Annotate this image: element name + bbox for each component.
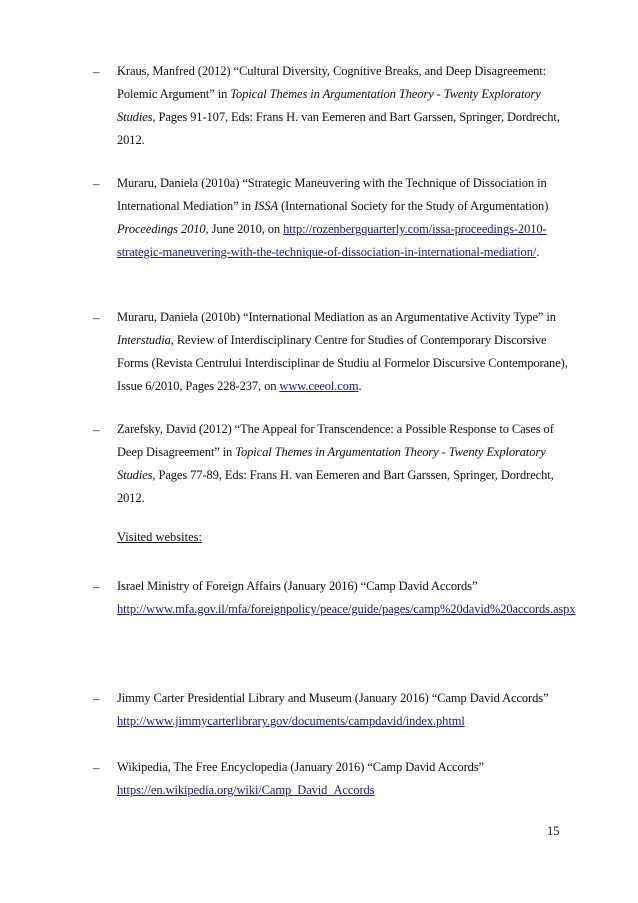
dash-marker: – <box>93 310 100 325</box>
dash-marker: – <box>93 176 100 191</box>
reference-link[interactable]: www.ceeol.com <box>279 379 359 393</box>
reference-text <box>117 418 573 510</box>
website-text <box>117 687 573 733</box>
reference-link[interactable]: http://www.mfa.gov.il/mfa/foreignpolicy/peace/guide/pages/camp%20david%20accords.aspx <box>117 602 576 616</box>
reference-text-run: , June 2010, on <box>205 222 284 236</box>
reference-entry <box>93 172 573 264</box>
italic-title: ISSA <box>254 199 278 213</box>
reference-text-run: Muraru, Daniela (2010a) “Strategic Maneuvering with the Technique of Dissociation in International Mediation” in <box>117 176 547 213</box>
reference-entry <box>93 418 573 510</box>
website-entry <box>93 687 573 733</box>
website-entry <box>93 575 576 621</box>
reference-text <box>117 60 573 152</box>
reference-text-run: (International Society for the Study of Argumentation) <box>278 199 549 213</box>
dash-marker: – <box>93 422 100 437</box>
italic-title: Topical Themes in Argumentation Theory - Twenty Exploratory Studies <box>117 87 541 124</box>
italic-title: Topical Themes in Argumentation Theory - Twenty Exploratory Studies <box>117 445 546 482</box>
website-text <box>117 756 573 802</box>
reference-text-run: , Pages 77-89, Eds: Frans H. van Eemeren and Bart Garssen, Springer, Dordrecht, 2012. <box>117 468 554 505</box>
reference-text <box>117 306 573 398</box>
dash-marker: – <box>93 691 100 706</box>
website-text <box>117 575 576 621</box>
visited-websites-heading: Visited websites: <box>117 530 203 544</box>
reference-text-run: , Review of Interdisciplinary Centre for Studies of Contemporary Discorsive Forms (Revista Centrului Interdisciplinar de Studiu al Formelor Discursive Contemporane), Issue 6/2010, Pages 228-237, on <box>117 333 568 393</box>
reference-text <box>117 172 573 264</box>
website-entry <box>93 756 573 802</box>
reference-text-run: Muraru, Daniela (2010b) “International Mediation as an Argumentative Activity Type” in <box>117 310 556 324</box>
reference-entry <box>93 60 573 152</box>
dash-marker: – <box>93 760 100 775</box>
reference-text-run: Jimmy Carter Presidential Library and Museum (January 2016) “Camp David Accords” <box>117 691 549 705</box>
italic-title: Proceedings 2010 <box>117 222 206 236</box>
reference-text-run: , Pages 91-107, Eds: Frans H. van Eemeren and Bart Garssen, Springer, Dordrecht, 2012. <box>117 110 560 147</box>
reference-text-run: . <box>536 245 540 259</box>
reference-text-run: Kraus, Manfred (2012) “Cultural Diversity, Cognitive Breaks, and Deep Disagreement: Polemic Argument” in <box>117 64 546 101</box>
reference-text-run: Zarefsky, David (2012) “The Appeal for Transcendence: a Possible Response to Cases of Deep Disagreement” in <box>117 422 554 459</box>
page-number: 15 <box>547 824 560 838</box>
dash-marker: – <box>93 64 100 79</box>
reference-text-run: Wikipedia, The Free Encyclopedia (January 2016) “Camp David Accords” <box>117 760 484 774</box>
reference-text-run: Israel Ministry of Foreign Affairs (January 2016) “Camp David Accords” <box>117 579 478 593</box>
reference-text-run: . <box>358 379 362 393</box>
italic-title: Interstudia <box>117 333 171 347</box>
reference-link[interactable]: http://rozenbergquarterly.com/issa-proceedings-2010-strategic-maneuvering-with-the-technique-of-dissociation-in-international-mediation/ <box>117 222 547 259</box>
dash-marker: – <box>93 579 100 594</box>
reference-link[interactable]: http://www.jimmycarterlibrary.gov/documents/campdavid/index.phtml <box>117 714 465 728</box>
reference-entry <box>93 306 573 398</box>
reference-link[interactable]: https://en.wikipedia.org/wiki/Camp_David_Accords <box>117 783 375 797</box>
